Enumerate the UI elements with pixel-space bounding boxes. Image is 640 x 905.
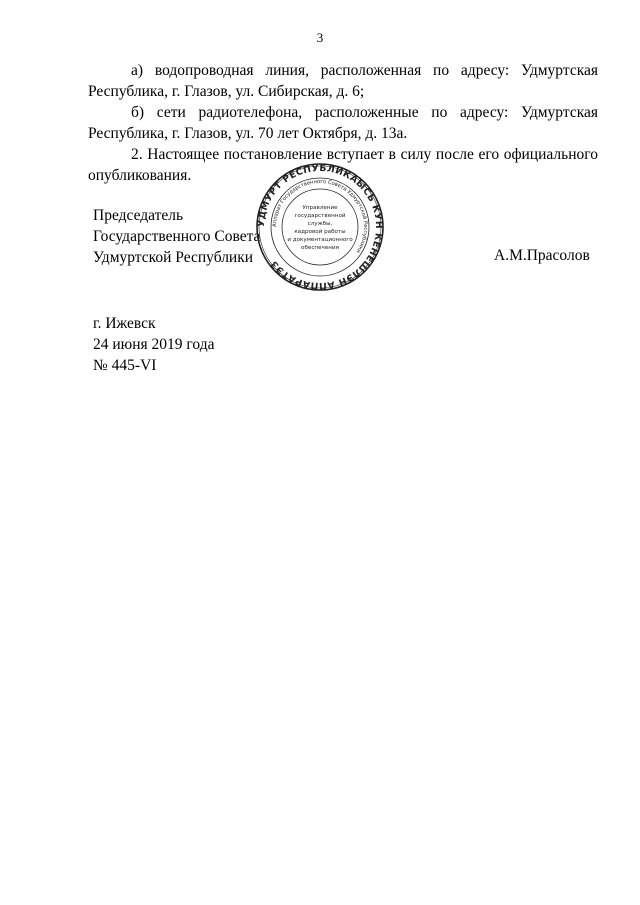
city: г. Ижевск — [93, 315, 156, 332]
page-number: 3 — [316, 30, 324, 45]
paragraph-a: а) водопроводная линия, расположенная по адресу: Удмуртская Республика, г. Глазов, ул. Сибирская, д. 6; — [88, 62, 598, 100]
seal-inner-ring — [282, 189, 358, 265]
svg-text:кадровой работы: кадровой работы — [294, 229, 346, 235]
svg-text:и документационного: и документационного — [287, 237, 353, 243]
paragraph-b: б) сети радиотелефона, расположенные по адресу: Удмуртская Республика, г. Глазов, ул. 70 лет Октября, д. 13а. — [88, 104, 598, 142]
signature-title-line: Председатель — [93, 207, 184, 224]
signer-name: А.М.Прасолов — [494, 247, 590, 264]
svg-text:государственной: государственной — [294, 213, 346, 219]
seal-middle-ring — [271, 178, 369, 276]
signature-title-line: Удмуртской Республики — [93, 249, 254, 266]
document-number: № 445-VI — [93, 357, 157, 374]
official-seal-stamp — [255, 162, 385, 292]
signature-title-line: Государственного Совета — [93, 228, 261, 245]
svg-text:службы,: службы, — [307, 221, 333, 227]
svg-text:Управление: Управление — [302, 205, 338, 211]
document-footer — [93, 313, 214, 376]
seal-center-text — [287, 205, 353, 251]
seal-outer-text: УДМУРТ РЕСПУБЛИКАЫСЬ КУН КЕНЕШЛЭН АППАРАТЭЗ — [255, 162, 385, 292]
date: 24 июня 2019 года — [93, 336, 215, 353]
seal-middle-text: Аппарат Государственного Совета Удмуртской Республики — [271, 178, 369, 254]
paragraph-2: 2. Настоящее постановление вступает в силу после его официального опубликования. — [88, 146, 598, 184]
svg-text:обеспечения: обеспечения — [301, 245, 339, 251]
signature-title — [93, 205, 260, 268]
